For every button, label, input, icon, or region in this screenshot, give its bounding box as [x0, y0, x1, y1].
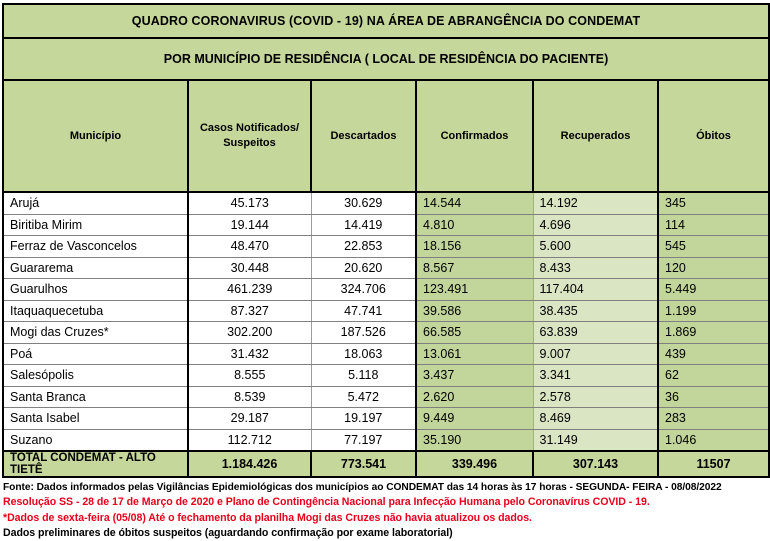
cell-confirmados: 123.491	[416, 279, 533, 301]
cell-municipio: Salesópolis	[3, 365, 188, 387]
document-subtitle: POR MUNICÍPIO DE RESIDÊNCIA ( LOCAL DE RESIDÊNCIA DO PACIENTE)	[3, 38, 769, 80]
cell-obitos: 439	[658, 343, 769, 365]
table-row	[3, 236, 769, 258]
cell-municipio: Itaquaquecetuba	[3, 300, 188, 322]
document-title: QUADRO CORONAVIRUS (COVID - 19) NA ÁREA DE ABRANGÊNCIA DO CONDEMAT	[3, 4, 769, 38]
table-row	[3, 257, 769, 279]
table-row	[3, 322, 769, 344]
subtitle-banner-row	[3, 38, 769, 80]
covid-data-table	[2, 3, 770, 478]
cell-confirmados: 4.810	[416, 214, 533, 236]
cell-recuperados: 9.007	[533, 343, 658, 365]
footnote-resolucao: Resolução SS - 28 de 17 de Março de 2020 e Plano de Contingência Nacional para Infecção Humana pelo Coronavírus COVID - 19.	[3, 496, 650, 509]
cell-confirmados: 35.190	[416, 429, 533, 451]
cell-confirmados: 66.585	[416, 322, 533, 344]
table-row	[3, 408, 769, 430]
cell-obitos: 120	[658, 257, 769, 279]
cell-confirmados: 2.620	[416, 386, 533, 408]
footnote-mogi-das-cruzes: *Dados de sexta-feira (05/08) Até o fechamento da planilha Mogi das Cruzes não havia atualizou os dados.	[3, 511, 532, 524]
column-header-casos-notificados-line1: Casos Notificados/	[199, 122, 300, 135]
cell-descartados: 22.853	[311, 236, 416, 258]
table-header	[3, 4, 769, 192]
cell-municipio: Santa Isabel	[3, 408, 188, 430]
cell-casos-notificados: 30.448	[188, 257, 311, 279]
table-row	[3, 386, 769, 408]
cell-descartados: 20.620	[311, 257, 416, 279]
cell-casos-notificados: 48.470	[188, 236, 311, 258]
cell-recuperados: 8.433	[533, 257, 658, 279]
column-header-recuperados-line1: Recuperados	[560, 129, 631, 142]
cell-obitos: 36	[658, 386, 769, 408]
cell-recuperados: 2.578	[533, 386, 658, 408]
cell-municipio: Suzano	[3, 429, 188, 451]
cell-casos-notificados: 461.239	[188, 279, 311, 301]
cell-obitos: 345	[658, 192, 769, 214]
table-footer	[3, 451, 769, 477]
cell-recuperados: 3.341	[533, 365, 658, 387]
cell-confirmados: 9.449	[416, 408, 533, 430]
title-banner-row	[3, 4, 769, 38]
cell-obitos: 1.199	[658, 300, 769, 322]
covid-table-sheet	[0, 3, 770, 539]
cell-confirmados: 14.544	[416, 192, 533, 214]
total-recuperados: 307.143	[533, 451, 658, 477]
column-header-descartados	[311, 80, 416, 192]
total-descartados: 773.541	[311, 451, 416, 477]
cell-municipio: Biritiba Mirim	[3, 214, 188, 236]
cell-descartados: 5.472	[311, 386, 416, 408]
footnotes	[3, 481, 767, 541]
cell-obitos: 5.449	[658, 279, 769, 301]
cell-municipio: Mogi das Cruzes*	[3, 322, 188, 344]
cell-obitos: 1.046	[658, 429, 769, 451]
cell-casos-notificados: 19.144	[188, 214, 311, 236]
cell-descartados: 18.063	[311, 343, 416, 365]
cell-confirmados: 8.567	[416, 257, 533, 279]
cell-municipio: Ferraz de Vasconcelos	[3, 236, 188, 258]
column-header-casos-notificados	[188, 80, 311, 192]
cell-casos-notificados: 8.555	[188, 365, 311, 387]
cell-municipio: Guarulhos	[3, 279, 188, 301]
cell-descartados: 187.526	[311, 322, 416, 344]
table-row	[3, 279, 769, 301]
table-row	[3, 429, 769, 451]
cell-descartados: 30.629	[311, 192, 416, 214]
column-header-casos-notificados-line2: Suspeitos	[223, 137, 276, 149]
cell-recuperados: 4.696	[533, 214, 658, 236]
cell-casos-notificados: 302.200	[188, 322, 311, 344]
table-body	[3, 192, 769, 451]
table-row	[3, 343, 769, 365]
total-confirmados: 339.496	[416, 451, 533, 477]
cell-obitos: 62	[658, 365, 769, 387]
column-header-confirmados	[416, 80, 533, 192]
cell-recuperados: 31.149	[533, 429, 658, 451]
cell-descartados: 14.419	[311, 214, 416, 236]
cell-obitos: 1.869	[658, 322, 769, 344]
table-row	[3, 214, 769, 236]
column-header-descartados-line1: Descartados	[330, 129, 397, 142]
column-header-obitos	[658, 80, 769, 192]
cell-municipio: Guararema	[3, 257, 188, 279]
column-header-obitos-line1: Óbitos	[696, 129, 731, 142]
cell-confirmados: 18.156	[416, 236, 533, 258]
footnote-obitos-preliminares: Dados preliminares de óbitos suspeitos (aguardando confirmação por exame laboratorial)	[3, 526, 453, 539]
total-obitos: 11507	[658, 451, 769, 477]
cell-descartados: 5.118	[311, 365, 416, 387]
cell-confirmados: 3.437	[416, 365, 533, 387]
column-header-municipio-line1: Município	[69, 129, 122, 142]
cell-casos-notificados: 87.327	[188, 300, 311, 322]
cell-casos-notificados: 112.712	[188, 429, 311, 451]
cell-recuperados: 8.469	[533, 408, 658, 430]
cell-confirmados: 39.586	[416, 300, 533, 322]
cell-obitos: 545	[658, 236, 769, 258]
cell-obitos: 114	[658, 214, 769, 236]
cell-descartados: 47.741	[311, 300, 416, 322]
cell-casos-notificados: 45.173	[188, 192, 311, 214]
column-header-municipio	[3, 80, 188, 192]
cell-municipio: Santa Branca	[3, 386, 188, 408]
cell-recuperados: 5.600	[533, 236, 658, 258]
column-header-confirmados-line1: Confirmados	[440, 129, 509, 142]
cell-recuperados: 14.192	[533, 192, 658, 214]
cell-descartados: 77.197	[311, 429, 416, 451]
cell-casos-notificados: 31.432	[188, 343, 311, 365]
cell-municipio: Arujá	[3, 192, 188, 214]
column-header-recuperados	[533, 80, 658, 192]
cell-recuperados: 63.839	[533, 322, 658, 344]
column-header-row	[3, 80, 769, 192]
cell-recuperados: 38.435	[533, 300, 658, 322]
table-row	[3, 192, 769, 214]
cell-confirmados: 13.061	[416, 343, 533, 365]
cell-municipio: Poá	[3, 343, 188, 365]
total-notificados: 1.184.426	[188, 451, 311, 477]
cell-descartados: 324.706	[311, 279, 416, 301]
cell-casos-notificados: 8.539	[188, 386, 311, 408]
cell-obitos: 283	[658, 408, 769, 430]
cell-recuperados: 117.404	[533, 279, 658, 301]
total-label: TOTAL CONDEMAT - ALTO TIETÊ	[3, 451, 188, 477]
total-row	[3, 451, 769, 477]
footnote-source: Fonte: Dados informados pelas Vigilâncias Epidemiológicas dos municípios ao CONDEMAT das 14 horas às 17 horas - SEGUNDA- FEIRA - 08/08/2022	[3, 482, 722, 493]
cell-descartados: 19.197	[311, 408, 416, 430]
cell-casos-notificados: 29.187	[188, 408, 311, 430]
table-row	[3, 300, 769, 322]
table-row	[3, 365, 769, 387]
